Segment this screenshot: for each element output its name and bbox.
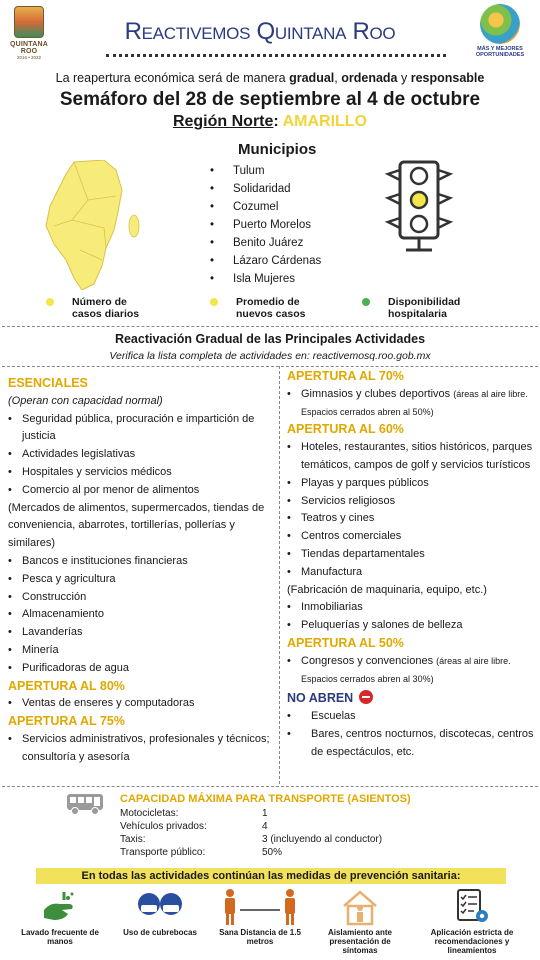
- list-item: • Isla Mujeres: [210, 273, 295, 285]
- page-title: Reactivemos Quintana Roo: [124, 18, 396, 45]
- region-status: [0, 113, 540, 131]
- list-item: • Manufactura: [287, 564, 537, 582]
- section-divider: [2, 786, 538, 787]
- section-divider: [2, 366, 538, 367]
- list-item: • Centros comerciales: [287, 528, 537, 546]
- prevencion-item-lineamientos: Aplicación estricta de recomendaciones y lineamientos: [424, 888, 520, 955]
- esenciales-head: ESENCIALES: [8, 376, 88, 390]
- list-item: • Tulum: [210, 165, 265, 177]
- list-item: • Teatros y cines: [287, 510, 537, 528]
- list-item: • Servicios religiosos: [287, 493, 537, 511]
- list-item: • Congresos y convenciones (áreas al aire libre. Espacios cerrados abren al 30%): [287, 653, 537, 689]
- list-item: • Lavanderías: [8, 624, 273, 642]
- no-entry-icon: [359, 690, 373, 704]
- quintana-roo-logo: [6, 6, 52, 64]
- prevencion-item-aislamiento: Aislamiento ante presentación de síntomas: [312, 888, 408, 955]
- apertura-60-head: APERTURA AL 60%: [287, 422, 404, 437]
- prevencion-item-sana-distancia: Sana Distancia de 1.5 metros: [212, 888, 308, 946]
- list-item: • Lázaro Cárdenas: [210, 255, 322, 267]
- region-value: AMARILLO: [282, 113, 368, 130]
- tree-logo-icon: [480, 4, 520, 44]
- list-item: • Puerto Morelos: [210, 219, 311, 231]
- face-mask-icon: [135, 888, 185, 926]
- list-item: • Seguridad pública, procuración e impartición de justicia: [8, 411, 273, 447]
- checklist-gear-icon: [452, 888, 492, 926]
- list-item: • Hoteles, restaurantes, sitios históricos, parques temáticos, campos de golf y servicios turísticos: [287, 439, 537, 475]
- list-item: • Construcción: [8, 589, 273, 607]
- list-item: • Almacenamiento: [8, 606, 273, 624]
- apertura-50-head: APERTURA AL 50%: [287, 635, 404, 650]
- list-item: • Peluquerías y salones de belleza: [287, 617, 537, 635]
- intro-word-gradual: gradual: [289, 71, 335, 85]
- logo-name: QUINTANA ROO: [9, 41, 49, 55]
- prevencion-title: En todas las actividades continúan las medidas de prevención sanitaria:: [36, 868, 506, 884]
- apertura-80-head: APERTURA AL 80%: [8, 678, 125, 693]
- apertura-75-head: APERTURA AL 75%: [8, 714, 125, 729]
- logo-years: 2016 • 2022: [16, 55, 42, 60]
- municipios-title: Municipios: [238, 141, 317, 158]
- prevencion-icons: [0, 888, 540, 960]
- header: [0, 0, 540, 70]
- list-item: • Escuelas: [287, 708, 537, 726]
- hand-washing-icon: [40, 888, 80, 926]
- list-item: • Benito Juárez: [210, 237, 304, 249]
- intro-conj: y: [400, 71, 408, 85]
- left-column: [8, 375, 273, 767]
- right-column: [287, 368, 537, 762]
- apertura-50-note: (áreas al aire libre. Espacios cerrados abren al 30%): [301, 655, 511, 684]
- intro-sep: ,: [334, 71, 338, 85]
- list-item: • Servicios administrativos, profesionales y técnicos; consultoría y asesoría: [8, 731, 273, 767]
- social-distance-icon: [220, 888, 300, 926]
- list-item: • Pesca y agricultura: [8, 571, 273, 589]
- list-item: • Cozumel: [210, 201, 279, 213]
- capacidad-title: CAPACIDAD MÁXIMA PARA TRANSPORTE (ASIENTOS): [120, 793, 411, 805]
- list-item: • Bares, centros nocturnos, discotecas, centros de espectáculos, etc.: [287, 726, 537, 762]
- prevencion-item-lavado: Lavado frecuente de manos: [12, 888, 108, 946]
- indicators: Número de casos diarios Promedio de nuevos casos Disponibilidad hospitalaria: [0, 288, 540, 322]
- bus-icon: [66, 792, 104, 816]
- status-dot-icon: [46, 298, 54, 306]
- list-item: • Minería: [8, 642, 273, 660]
- prevencion-item-cubrebocas: Uso de cubrebocas: [112, 888, 208, 937]
- list-item: • Ventas de enseres y computadoras: [8, 695, 273, 713]
- list-item: • Comercio al por menor de alimentos: [8, 482, 273, 500]
- state-crest-icon: [14, 6, 44, 38]
- region-label: Región Norte: [172, 113, 274, 130]
- esenciales-note: (Operan con capacidad normal): [8, 394, 163, 407]
- no-abren-head: NO ABREN: [287, 688, 537, 708]
- intro-prefix: La reapertura económica será de manera: [55, 71, 286, 85]
- oportunidades-logo: [468, 4, 532, 66]
- intro-text: [0, 71, 540, 85]
- home-isolation-icon: [340, 888, 380, 926]
- list-item: • Gimnasios y clubes deportivos (áreas al aire libre. Espacios cerrados abren al 50%): [287, 386, 537, 422]
- list-item: • Purificadoras de agua: [8, 660, 273, 678]
- list-item: • Tiendas departamentales: [287, 546, 537, 564]
- oportunidades-logo-text: MÁS Y MEJORES OPORTUNIDADES: [475, 46, 525, 58]
- manufactura-note: (Fabricación de maquinaria, equipo, etc.): [287, 583, 487, 596]
- column-divider: [279, 366, 280, 784]
- alimentos-note: (Mercados de alimentos, supermercados, tiendas de conveniencia, abarrotes, tortillerías, pollerías y similares): [8, 501, 265, 550]
- title-divider: [106, 54, 446, 57]
- list-item: • Solidaridad: [210, 183, 291, 195]
- municipios-list: [210, 162, 321, 288]
- apertura-70-head: APERTURA AL 70%: [287, 369, 404, 383]
- semaforo-dates: Semáforo del 28 de septiembre al 4 de octubre: [59, 89, 481, 110]
- reactivacion-subtitle: Verifica la lista completa de actividades en: reactivemosq.roo.gob.mx: [109, 350, 431, 362]
- section-divider: [2, 326, 538, 327]
- reactivacion-title: Reactivación Gradual de las Principales Actividades: [114, 332, 426, 346]
- status-dot-icon: [210, 298, 218, 306]
- traffic-light-icon: [384, 158, 454, 254]
- list-item: • Actividades legislativas: [8, 446, 273, 464]
- region-colon: :: [273, 113, 279, 130]
- list-item: • Bancos e instituciones financieras: [8, 553, 273, 571]
- list-item: • Playas y parques públicos: [287, 475, 537, 493]
- intro-word-responsable: responsable: [410, 71, 485, 85]
- intro-word-ordenada: ordenada: [341, 71, 398, 85]
- apertura-70-note: (áreas al aire libre. Espacios cerrados abren al 50%): [301, 388, 528, 417]
- list-item: • Inmobiliarias: [287, 599, 537, 617]
- region-map-icon: [44, 160, 144, 290]
- list-item: • Hospitales y servicios médicos: [8, 464, 273, 482]
- status-dot-icon: [362, 298, 370, 306]
